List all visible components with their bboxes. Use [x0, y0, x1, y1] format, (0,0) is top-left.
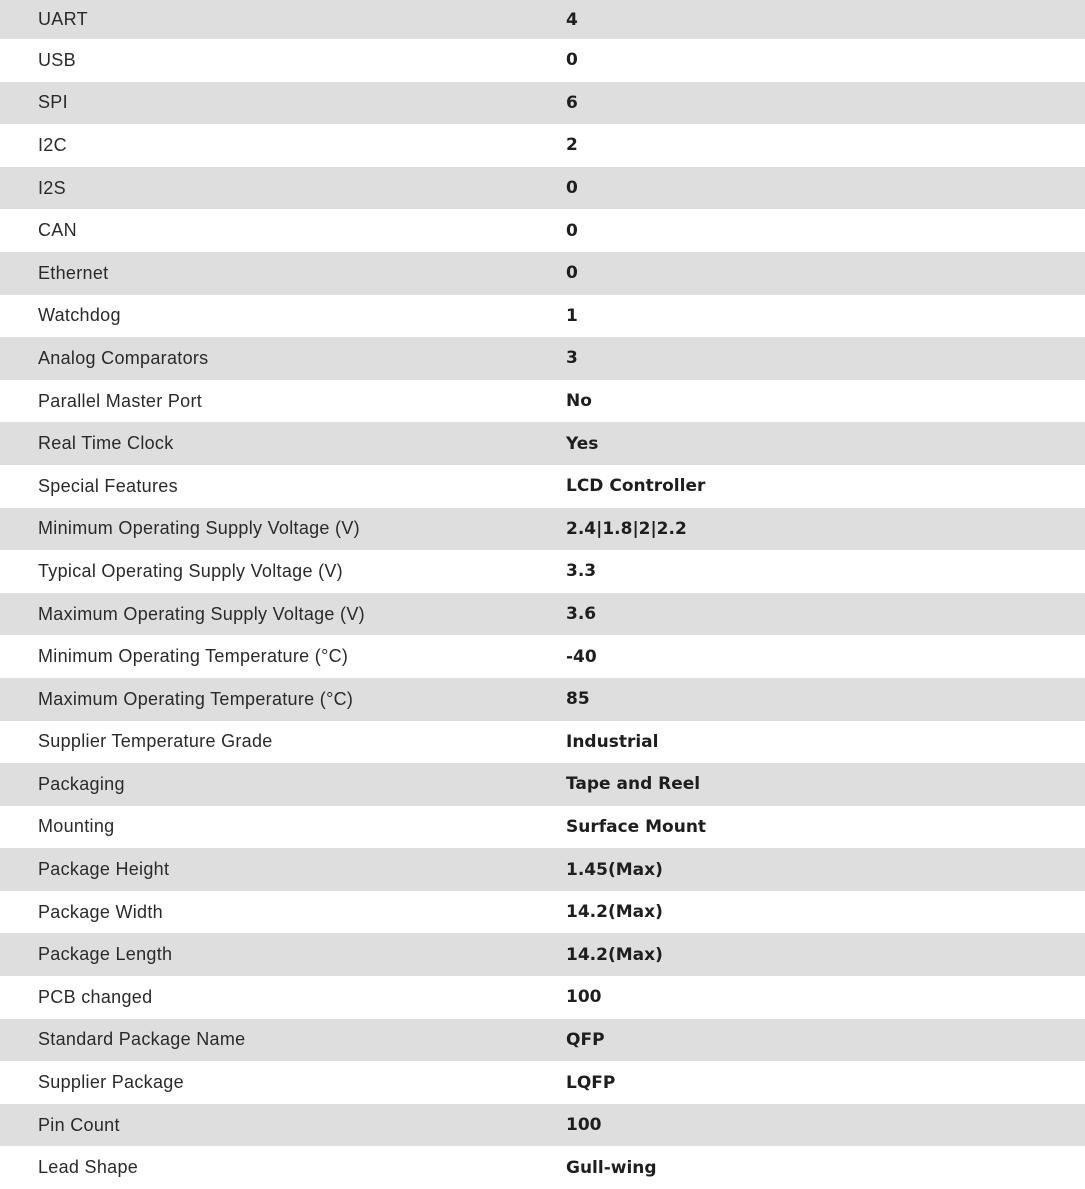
spec-value: 2: [566, 135, 578, 156]
table-row: [0, 593, 1085, 636]
spec-value: 1: [566, 305, 578, 326]
spec-value: Industrial: [566, 731, 659, 752]
spec-value: 3.6: [566, 604, 597, 625]
spec-label: Minimum Operating Temperature (°C): [38, 646, 349, 667]
spec-value: 100: [566, 1115, 602, 1136]
table-row: [0, 465, 1085, 508]
table-row: [0, 124, 1085, 167]
spec-label: Real Time Clock: [38, 433, 174, 454]
spec-value: Tape and Reel: [566, 774, 701, 795]
spec-value: 0: [566, 178, 578, 199]
spec-label: PCB changed: [38, 986, 153, 1007]
spec-label: Maximum Operating Supply Voltage (V): [38, 603, 365, 624]
spec-label: CAN: [38, 220, 77, 241]
spec-value: 14.2(Max): [566, 902, 663, 923]
spec-value: 3.3: [566, 561, 597, 582]
spec-label: Package Width: [38, 901, 163, 922]
table-row: [0, 209, 1085, 252]
table-row: [0, 508, 1085, 551]
spec-value: 1.45(Max): [566, 859, 663, 880]
table-row: [0, 1019, 1085, 1062]
spec-value: Gull-wing: [566, 1157, 657, 1178]
table-row: [0, 380, 1085, 423]
table-row: [0, 1146, 1085, 1189]
spec-label: Package Height: [38, 859, 170, 880]
spec-label: Watchdog: [38, 305, 121, 326]
spec-label: Minimum Operating Supply Voltage (V): [38, 518, 360, 539]
spec-label: Typical Operating Supply Voltage (V): [38, 560, 343, 581]
spec-label: Parallel Master Port: [38, 390, 203, 411]
spec-value: Surface Mount: [566, 816, 707, 837]
table-row: [0, 976, 1085, 1019]
spec-label: Package Length: [38, 944, 173, 965]
spec-label: Analog Comparators: [38, 347, 209, 368]
spec-label: I2S: [38, 177, 66, 198]
spec-label: Maximum Operating Temperature (°C): [38, 688, 354, 709]
spec-label: Lead Shape: [38, 1157, 139, 1178]
spec-value: 3: [566, 348, 578, 369]
spec-label: Supplier Temperature Grade: [38, 731, 273, 752]
table-row: [0, 422, 1085, 465]
spec-label: I2C: [38, 134, 67, 155]
table-row: [0, 763, 1085, 806]
spec-label: SPI: [38, 92, 68, 113]
spec-value: 2.4|1.8|2|2.2: [566, 518, 687, 539]
spec-value: No: [566, 391, 592, 412]
table-row: [0, 678, 1085, 721]
spec-value: 0: [566, 263, 578, 284]
spec-label: Mounting: [38, 816, 115, 837]
spec-value: Yes: [566, 433, 599, 454]
table-row: [0, 295, 1085, 338]
spec-label: Pin Count: [38, 1114, 120, 1135]
table-row: [0, 848, 1085, 891]
spec-label: Standard Package Name: [38, 1029, 246, 1050]
spec-label: Ethernet: [38, 262, 109, 283]
spec-label: Packaging: [38, 773, 125, 794]
spec-label: UART: [38, 9, 88, 29]
spec-value: 0: [566, 220, 578, 241]
spec-value: 6: [566, 92, 578, 113]
table-row: [0, 337, 1085, 380]
table-row: [0, 891, 1085, 934]
spec-value: 100: [566, 987, 602, 1008]
table-row: [0, 167, 1085, 210]
spec-value: 0: [566, 50, 578, 71]
spec-value: QFP: [566, 1029, 605, 1050]
spec-value: 85: [566, 689, 590, 710]
table-row: [0, 0, 1085, 39]
table-row: [0, 550, 1085, 593]
table-row: [0, 635, 1085, 678]
spec-value: LCD Controller: [566, 476, 706, 497]
spec-value: 14.2(Max): [566, 944, 663, 965]
table-row: [0, 1061, 1085, 1104]
table-row: [0, 806, 1085, 849]
table-row: [0, 721, 1085, 764]
table-row: [0, 1104, 1085, 1147]
spec-value: LQFP: [566, 1072, 616, 1093]
spec-value: -40: [566, 646, 597, 667]
spec-label: Special Features: [38, 475, 178, 496]
spec-label: USB: [38, 49, 76, 70]
spec-value: 4: [566, 9, 578, 30]
table-row: [0, 82, 1085, 125]
table-row: [0, 933, 1085, 976]
table-row: [0, 39, 1085, 82]
table-row: [0, 252, 1085, 295]
spec-label: Supplier Package: [38, 1072, 184, 1093]
